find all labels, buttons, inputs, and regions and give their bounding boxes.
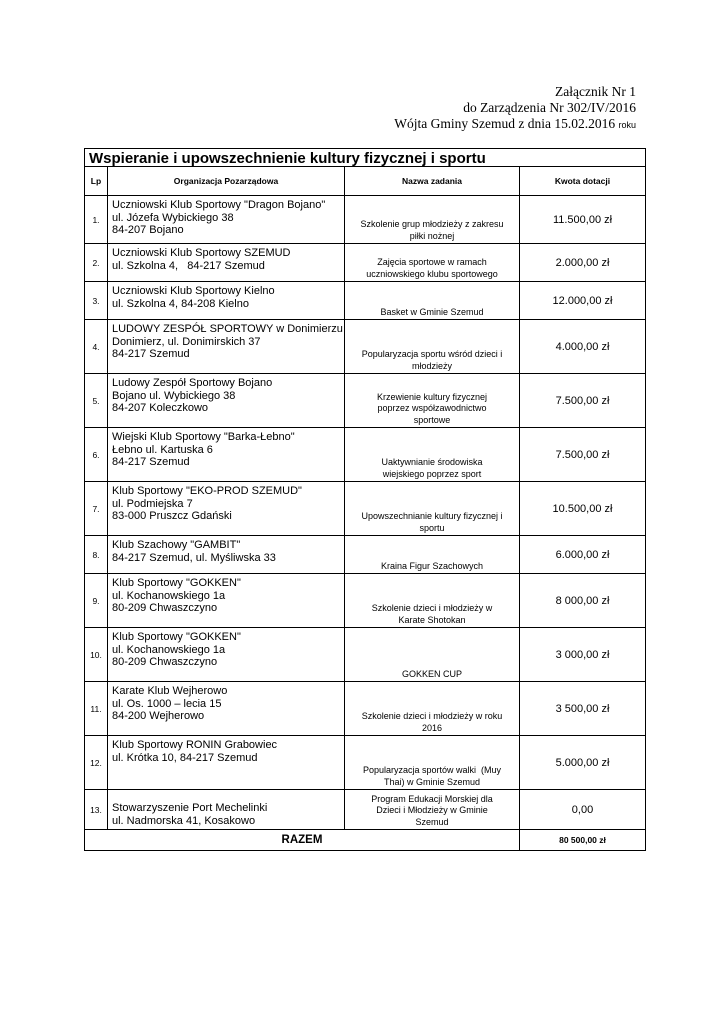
organization-line: ul. Kochanowskiego 1a [112, 589, 226, 602]
amount-cell: 3 500,00 zł [520, 682, 646, 736]
organization-cell [108, 428, 345, 482]
organization-line: Bojano ul. Wybickiego 38 [112, 389, 236, 402]
total-amount: 80 500,00 zł [520, 830, 646, 851]
organization-line: 80-209 Chwaszczyno [112, 602, 218, 614]
row-number: 1. [85, 196, 108, 244]
table-row [85, 628, 646, 682]
task-line: młodzieży [411, 360, 452, 371]
organization-line: ul. Krótka 10, 84-217 Szemud [112, 751, 258, 764]
task-line: piłki nożnej [409, 230, 455, 241]
amount-cell: 8 000,00 zł [520, 574, 646, 628]
task-line: Krzewienie kultury fizycznej [376, 391, 488, 402]
organization-line: ul. Józefa Wybickiego 38 [112, 211, 234, 224]
table-header-row [85, 167, 646, 196]
task-line: wiejskiego poprzez sport [382, 468, 482, 479]
organization-line: Ludowy Zespół Sportowy Bojano [112, 377, 273, 389]
task-line: sportu [419, 522, 445, 533]
table-row [85, 736, 646, 790]
task-line: uczniowskiego klubu sportowego [366, 268, 498, 279]
row-number: 12. [85, 736, 108, 790]
task-cell [345, 536, 520, 574]
task-line: Popularyzacja sportów walki (Muy [362, 765, 502, 775]
task-line: Basket w Gminie Szemud [380, 306, 484, 317]
organization-cell [108, 196, 345, 244]
organization-line: Klub Sportowy "EKO-PROD SZEMUD" [112, 485, 302, 497]
amount-cell: 0,00 [520, 790, 646, 830]
row-number: 7. [85, 482, 108, 536]
table-row [85, 428, 646, 482]
row-number: 8. [85, 536, 108, 574]
task-cell [345, 790, 520, 830]
organization-line: ul. Szkolna 4, 84-217 Szemud [112, 259, 265, 272]
task-cell [345, 244, 520, 282]
task-line: GOKKEN CUP [401, 668, 462, 679]
task-cell [345, 196, 520, 244]
table-row [85, 244, 646, 282]
ordinance-date [394, 116, 636, 133]
table-row [85, 790, 646, 830]
organization-line: Klub Szachowy "GAMBIT" [112, 539, 241, 551]
organization-line: Stowarzyszenie Port Mechelinki [112, 802, 268, 814]
amount-cell: 6.000,00 zł [520, 536, 646, 574]
amount-cell: 12.000,00 zł [520, 282, 646, 320]
row-number: 5. [85, 374, 108, 428]
organization-line: 84-217 Szemud, ul. Myśliwska 33 [112, 551, 276, 564]
organization-line: Klub Sportowy "GOKKEN" [112, 577, 241, 589]
task-cell [345, 482, 520, 536]
amount-cell: 4.000,00 zł [520, 320, 646, 374]
organization-line: Uczniowski Klub Sportowy SZEMUD [112, 247, 291, 259]
organization-line: 84-217 Szemud [112, 348, 190, 360]
row-number: 9. [85, 574, 108, 628]
row-number: 11. [85, 682, 108, 736]
organization-line: 84-207 Koleczkowo [112, 402, 209, 414]
task-cell [345, 320, 520, 374]
table-row [85, 374, 646, 428]
organization-cell [108, 628, 345, 682]
task-line: sportowe [413, 414, 451, 425]
organization-cell [108, 282, 345, 320]
organization-cell [108, 790, 345, 830]
row-number: 2. [85, 244, 108, 282]
task-line: Kraina Figur Szachowych [380, 560, 484, 571]
organization-line: ul. Nadmorska 41, Kosakowo [112, 814, 256, 827]
organization-cell [108, 482, 345, 536]
task-cell [345, 374, 520, 428]
row-number: 3. [85, 282, 108, 320]
attachment-label: Załącznik Nr 1 [555, 84, 636, 99]
table-row [85, 282, 646, 320]
task-line: Uaktywnianie środowiska [381, 457, 483, 467]
organization-cell [108, 574, 345, 628]
table-row [85, 574, 646, 628]
table-title: Wspieranie i upowszechnienie kultury fizycznej i sportu [85, 149, 646, 167]
organization-cell [108, 736, 345, 790]
task-line: poprzez współzawodnictwo [377, 403, 487, 413]
task-line: Thai) w Gminie Szemud [383, 776, 481, 787]
organization-line: 84-217 Szemud [112, 456, 190, 468]
amount-cell: 11.500,00 zł [520, 196, 646, 244]
task-line: Karate Shotokan [398, 614, 466, 625]
column-header-organization: Organizacja Pozarządowa [108, 167, 345, 196]
row-number: 10. [85, 628, 108, 682]
amount-cell: 2.000,00 zł [520, 244, 646, 282]
table-row [85, 320, 646, 374]
task-line: Program Edukacji Morskiej dla [371, 793, 493, 804]
organization-cell [108, 244, 345, 282]
column-header-lp: Lp [85, 167, 108, 196]
organization-line: Uczniowski Klub Sportowy "Dragon Bojano" [112, 199, 326, 211]
organization-line: ul. Os. 1000 – lecia 15 [112, 697, 222, 710]
task-cell [345, 428, 520, 482]
task-cell [345, 682, 520, 736]
row-number: 6. [85, 428, 108, 482]
organization-line: ul. Szkolna 4, 84-208 Kielno [112, 297, 249, 310]
task-cell [345, 628, 520, 682]
task-cell [345, 736, 520, 790]
organization-cell [108, 682, 345, 736]
amount-cell: 10.500,00 zł [520, 482, 646, 536]
organization-line: Łebno ul. Kartuska 6 [112, 443, 213, 456]
total-row [85, 830, 646, 851]
column-header-amount: Kwota dotacji [520, 167, 646, 196]
task-line: Dzieci i Młodzieży w Gminie [376, 805, 488, 815]
table-row [85, 482, 646, 536]
table-row [85, 536, 646, 574]
amount-cell: 3 000,00 zł [520, 628, 646, 682]
organization-line: 80-209 Chwaszczyno [112, 656, 218, 668]
table-row [85, 196, 646, 244]
organization-line: Wiejski Klub Sportowy "Barka-Łebno" [112, 431, 295, 443]
organization-line: LUDOWY ZESPÓŁ SPORTOWY w Donimierzu [112, 323, 343, 335]
task-line: Szkolenie dzieci i młodzieży w roku [361, 711, 503, 721]
organization-line: 83-000 Pruszcz Gdański [112, 510, 232, 522]
task-line: Upowszechnianie kultury fizycznej i [361, 511, 503, 521]
ordinance-date-suffix: roku [618, 120, 636, 130]
document-header [394, 84, 636, 133]
amount-cell: 7.500,00 zł [520, 374, 646, 428]
amount-cell: 7.500,00 zł [520, 428, 646, 482]
organization-line: Klub Sportowy "GOKKEN" [112, 631, 241, 643]
task-cell [345, 282, 520, 320]
organization-line: Klub Sportowy RONIN Grabowiec [112, 739, 278, 751]
grants-table [84, 148, 646, 851]
row-number: 4. [85, 320, 108, 374]
task-cell [345, 574, 520, 628]
organization-line: Karate Klub Wejherowo [112, 685, 228, 697]
organization-line: 84-207 Bojano [112, 224, 184, 236]
organization-cell [108, 320, 345, 374]
organization-line: Uczniowski Klub Sportowy Kielno [112, 285, 275, 297]
amount-cell: 5.000,00 zł [520, 736, 646, 790]
task-line: Szemud [415, 816, 449, 827]
organization-cell [108, 374, 345, 428]
ordinance-date-text: Wójta Gminy Szemud z dnia 15.02.2016 [394, 116, 616, 131]
column-header-task: Nazwa zadania [345, 167, 520, 196]
organization-line: ul. Kochanowskiego 1a [112, 643, 226, 656]
ordinance-reference: do Zarządzenia Nr 302/IV/2016 [463, 100, 636, 115]
task-line: Popularyzacja sportu wśród dzieci i [361, 349, 503, 359]
task-line: Szkolenie grup młodzieży z zakresu [360, 219, 504, 229]
organization-line: Donimierz, ul. Donimirskich 37 [112, 335, 261, 348]
row-number: 13. [85, 790, 108, 830]
organization-line: ul. Podmiejska 7 [112, 497, 193, 510]
total-label: RAZEM [85, 830, 520, 851]
task-line: Szkolenie dzieci i młodzieży w [371, 603, 493, 613]
table-row [85, 682, 646, 736]
task-line: Zajęcia sportowe w ramach [377, 257, 487, 267]
task-line: 2016 [421, 722, 443, 733]
organization-line: 84-200 Wejherowo [112, 710, 205, 722]
organization-cell [108, 536, 345, 574]
